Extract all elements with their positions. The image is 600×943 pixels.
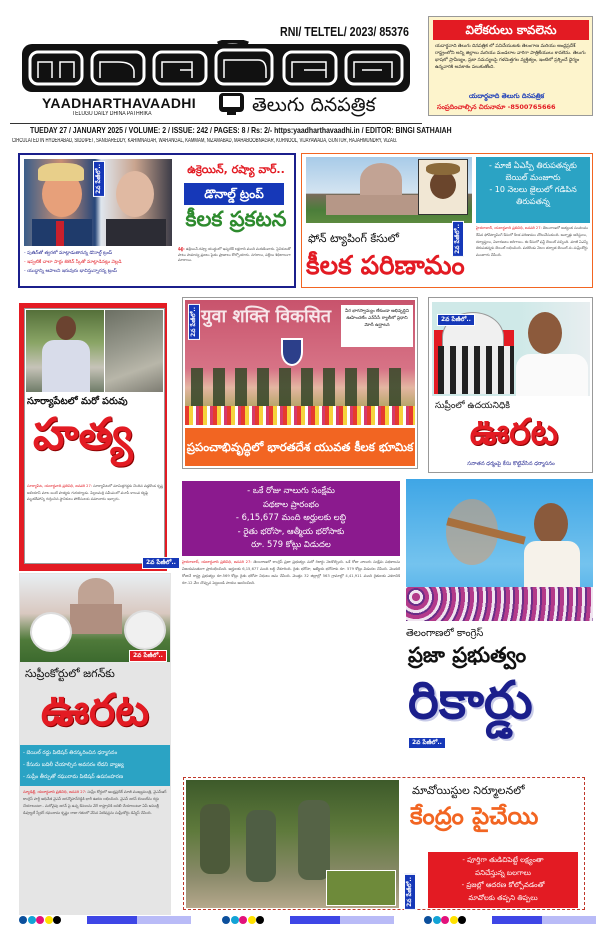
youth-caption: వీర భాగస్వామ్యం లేకుండా అభివృద్ధిని ఊహించలేం ఎన్‌సీసీ ర్యాలీలో ప్రధాని మోదీ ఉద్ఘాటన: [341, 305, 413, 347]
jagan-dateline: న్యూఢిల్లీ, యదార్థవాది ప్రతినిధి, జనవరి 27:: [23, 790, 87, 794]
trump-title-box: డొనాల్డ్ ట్రంప్: [184, 183, 284, 205]
registration-dot: [441, 916, 449, 924]
registration-dot: [28, 916, 36, 924]
continued-badge[interactable]: 2వ పేజీలో..: [188, 304, 200, 340]
trump-body: [178, 247, 294, 287]
bullet: మావోలకు తప్పని తిప్పలు: [468, 893, 538, 902]
registration-dot: [36, 916, 44, 924]
photo-victim: [26, 310, 104, 392]
maoist-bullets-box: [428, 852, 578, 908]
bullet: - బెయిల్ రద్దు పిటిషన్ తిరస్కరించిన ధర్మాసనం: [23, 750, 118, 756]
circulation: CIRCULATED IN HYDERABAD, SIDDIPET, SANGAREDDY, KARIMNAGAR, WARANGAL, KAMMAM, NIZAMABAD, MAHABOOBNAGAR, KURNOOL, VIJAYAWADA, GUNTUR, RAJAHMUNDRY, VIZAG.: [12, 138, 398, 144]
registration-bar-light: [137, 916, 191, 924]
continued-badge[interactable]: 2వ పేజీలో..: [93, 161, 105, 197]
story-udhayanidhi[interactable]: [428, 297, 593, 473]
continued-badge[interactable]: 2వ పేజీలో..: [404, 874, 416, 910]
logo-mark: [22, 40, 414, 96]
welfare-bullets-box: [182, 481, 400, 556]
story-trump-putin[interactable]: [18, 153, 296, 288]
welfare-line2: ప్రజా ప్రభుత్వం: [408, 643, 527, 667]
bullet: పనిచేస్తున్న బలగాలు: [475, 868, 531, 877]
photo-security-forces: [186, 780, 399, 908]
bullet: - ప్రజల్లో ఆదరణ కోల్పోవడంతో: [461, 881, 545, 889]
udhay-subline: సనాతన ధర్మంపై కేసు కొట్టివేసిన ధర్మాసనం: [467, 461, 555, 467]
photo-crime-scene: [105, 310, 163, 392]
registration-dot: [248, 916, 256, 924]
logo: [22, 40, 414, 96]
story-phone-tapping[interactable]: [301, 153, 593, 288]
print-registration-marks: [0, 915, 600, 927]
udhay-kicker: సుప్రీంలో ఉదయనిధికి: [435, 401, 510, 411]
ad-sign: యదార్థవాది తెలుగు దినపత్రిక: [469, 92, 545, 100]
registration-bar-dark: [87, 916, 137, 924]
tagline-english: TELUGU DAILY DHINA PATHRIKA: [72, 111, 152, 117]
murder-dateline: సూర్యాపేట, యదార్థవాది ప్రతినిధి, జనవరి 27:: [27, 484, 92, 488]
banner-hindi: युवा शक्ति विकसित: [201, 306, 332, 327]
photo-revanth-reddy: [406, 479, 593, 621]
phone-body-text: తెలంగాణలో అత్యంత సంచలనం రేపిన ఫోన్‌ట్యాపింగ్ కేసులో కీలక పరిణామం చోటుచేసుకుంది. అన్నాళ్లు అరెస్టులు, దర్యాప్తులు, విచారణలు జరిగాయి. ఈ కేసులో ఫస్ట్ బెయిల్ వచ్చింది. మాజీ ఏఎస్పీ తిరుపతన్నకు బెయిల్ లభించింది. పదకొండు నెలల తర్వాత బెయిల్ ను సుప్రీంకోర్టు మంజూరు చేసింది.: [476, 226, 589, 258]
ad-body: యదార్థవాది తెలుగు దినపత్రిక లో పనిచేయుటకు తెలంగాణ మరియు ఆంధ్రప్రదేశ్ రాష్ట్రంలోని అన్ని జిల్లాలు మరియు మండలాల వారిగా పాత్రికేయులు కావలెను. తెలుగు భాషలో ప్రావీణ్యం, ప్రజా సమస్యలపై గళమెత్తగల వ్యక్తిత్వం, ఇంటిలో ప్రశ్నించే ధైర్యం ఉన్నవారికి అవకాశం పలుకుతోంది.: [435, 44, 586, 70]
trump-kicker: ఉక్రెయిన్, రష్యా వార్..: [187, 163, 285, 176]
registration-bar-light: [542, 916, 596, 924]
bullet: - 6,15,677 మంది అర్హులకు లబ్ధి: [235, 512, 347, 523]
bullet: - రైతు భరోసా, ఆత్మీయ భరోసాకు: [237, 525, 345, 536]
story-youth-ncc[interactable]: [182, 297, 418, 469]
bullet: రూ. 579 కోట్లు విడుదల: [251, 539, 331, 550]
welfare-kicker: తెలంగాణలో కాంగ్రెస్: [406, 628, 484, 639]
registration-dot: [19, 916, 27, 924]
youth-headline: ప్రపంచాభివృద్ధిలో భారతదేశ యువత కీలక భూమిక: [185, 428, 415, 466]
welfare-body-text: తెలంగాణలో కాంగ్రెస్ ప్రజా ప్రభుత్వం మరో రికార్డు నెలకొల్పింది. ఒకే రోజు నాలుగు సంక్షేమ పథకాలను విజయవంతంగా ప్రారంభించింది. అర్హులకు 6,15,677 మంది లబ్ధి చేకూరింది. రైతు భరోసా, ఆత్మీయ భరోసాకు రూ. 579 కోట్లు విడుదల చేసింది. మొదటి రోజునే రాష్ట్ర ప్రభుత్వం రూ.569 కోట్లు రైతు భరోసా నిధులు జమ చేసింది. మొత్తం 32 జిల్లాల్లో 563 గ్రామాల్లో 4,41,911 మంది రైతులకు ఎకరానికి రూ.12 వేల చొప్పున పెట్టుబడి సాయం అందించింది.: [182, 560, 400, 586]
registration-dot: [45, 916, 53, 924]
welfare-dateline: హైదరాబాద్, యదార్థవాది ప్రతినిధి, జనవరి 27:: [182, 560, 252, 564]
jagan-kicker: సుప్రీంకోర్టులో జగన్‌కు: [25, 667, 115, 680]
bullet: - పూర్తిగా తుడిచిపెట్టే లక్ష్యంతా: [462, 856, 544, 864]
story-jagan[interactable]: [19, 573, 171, 915]
bullet: - ఇప్పటికే చాలా సార్లు జెలెన్ స్కీతో మాట్లాడినట్లు వెల్లడి: [24, 260, 122, 265]
registration-dot: [231, 916, 239, 924]
phone-body: [476, 225, 590, 285]
trump-headline: కీలక ప్రకటన: [185, 207, 287, 231]
phone-dateline: హైదరాబాద్, యదార్థవాది ప్రతినిధి, జనవరి 27:: [476, 226, 542, 230]
registration-bar-dark: [492, 916, 542, 924]
trump-bullets: [24, 249, 172, 276]
registration-dot: [222, 916, 230, 924]
murder-headline: హత్య: [33, 409, 133, 460]
story-honour-killing[interactable]: [19, 303, 176, 571]
bullet: - మాజీ ఏఎస్పీ తిరుపతన్నకు బెయిల్ మంజూరు: [489, 161, 577, 182]
registration-dot: [433, 916, 441, 924]
photo-supreme-court: [306, 157, 472, 223]
photo-jagan-court: [20, 574, 170, 662]
tagline-telugu: తెలుగు దినపత్రిక: [252, 94, 376, 116]
welfare-body: [182, 559, 400, 773]
murder-body: [27, 483, 163, 559]
rni-number: RNI/ TELTEL/ 2023/ 85376: [280, 24, 409, 39]
welfare-headline: రికార్డు: [408, 671, 533, 731]
ad-reporters-wanted[interactable]: [428, 16, 593, 116]
registration-dot: [424, 916, 432, 924]
maoist-kicker: మావోయిస్టుల నిర్మూలనలో: [412, 784, 525, 797]
maoist-headline: కేంద్రం పైచేయి: [410, 802, 539, 830]
phone-headline: కీలక పరిణామం: [306, 251, 465, 281]
bullet: - 10 నెలలు జైలులో గడిపిన తిరుపతన్న: [489, 185, 577, 206]
bullet: - యుద్ధాన్ని ఆపాలని ఇరువురు భావిస్తున్నారన్న ట్రంప్: [24, 269, 117, 274]
dateline: TUEDAY 27 / JANUARY 2025 / VOLUME: 2 / ISSUE: 242 / PAGES: 8 / Rs: 2/- https:yaadharthavaadhi.in / EDITOR: BINGI SATHAIAH: [30, 126, 452, 135]
jagan-body-text: సుప్రీం కోర్టులో ఆంధ్రప్రదేశ్ మాజీ ముఖ్యమంత్రి, వైఎస్ఆర్ కాంగ్రెస్ పార్టీ అధినేత వైఎస్ జగన్మోహన్‌రెడ్డికి భారీ ఊరట లభించింది. వైఎస్ జగన్ బెయిల్‌ను రద్దు చేయాలంటూ.. మరోవైపు జగన్ పై ఉన్న కేసులను వేరే రాష్ట్రానికి బదిలీ చేయాలంటూ ఏపీ అసెంబ్లీ డిప్యూటీ స్పీకర్ రఘురామ కృష్ణం రాజు గతంలో వేసిన పిటిషన్లను సుప్రీంకోర్టు డిస్మిస్ చేసింది.: [23, 790, 167, 815]
continued-badge[interactable]: 2వ పేజీలో..: [142, 557, 180, 569]
story-maoist[interactable]: [183, 777, 585, 910]
jagan-bullets-box: [20, 745, 170, 786]
registration-dot: [239, 916, 247, 924]
registration-dot: [450, 916, 458, 924]
udhay-headline: ఊరట: [469, 412, 559, 453]
story-welfare-record[interactable]: [182, 479, 593, 774]
continued-badge[interactable]: 2వ పేజీలో..: [452, 221, 464, 257]
bullet: - పుతిన్‌తో త్వరలో మాట్లాడుతానన్న డొనాల్డ్ ట్రంప్: [24, 251, 113, 256]
registration-bar-dark: [290, 916, 340, 924]
bullet: - సుప్రీం తీర్పుతో రఘురామ పిటిషన్ ఉపసంహరణ: [23, 774, 124, 780]
name-english: YAADHARTHAVAADHI: [42, 95, 196, 111]
murder-kicker: సూర్యాపేటలో మరో పరువు: [27, 396, 128, 407]
murder-body-text: సూర్యాపేటలో మామిళ్లగడ్డకు చెందిన వడ్లకొండ కృష్ణ అలియాస్ మాల బంటీ హత్యకు గురయ్యాడు. పిల్లలమర్రి సమీపంలో మూసీ కాలువ కట్టపై మృతదేహాన్ని గుర్తించిన స్థానికులు పోలీసులకు సమాచారం ఇచ్చారు.: [27, 484, 163, 502]
masthead-divider: [10, 123, 422, 124]
bullet: - ఒకే రోజు నాలుగు సంక్షేమ: [247, 485, 335, 495]
trump-body-text: ఉక్రెయిన్-రష్యా యుద్ధంలో ఇప్పటికే లక్షలాది మంది మరణించారు. సైనికులతో పాటు సామాన్య ప్రజలు సైతం ప్రాణాలు కోల్పోయారు. నగరాలు, పల్లెలు శిథిలాలుగా మారాయి.: [178, 247, 291, 263]
ad-title: విలేకరులు కావలెను: [433, 20, 589, 40]
computer-icon: [218, 92, 245, 116]
jagan-body: [23, 789, 167, 913]
continued-badge[interactable]: 2వ పేజీలో..: [408, 737, 446, 749]
registration-dot: [256, 916, 264, 924]
phone-kicker: ఫోన్ ట్యాపింగ్ కేసులో: [308, 232, 399, 245]
registration-bar-light: [340, 916, 394, 924]
registration-dot: [458, 916, 466, 924]
ad-contact: సంప్రదించాల్సిన చిరునామా -8500765666: [437, 103, 556, 111]
continued-badge[interactable]: 2వ పేజీలో..: [129, 650, 167, 662]
jagan-headline: ఊరట: [40, 685, 150, 736]
registration-dot: [53, 916, 61, 924]
trump-dateline: ఢిల్లీ:: [178, 247, 185, 251]
bullet: పథకాల ప్రారంభం: [262, 498, 320, 509]
phone-bullets-box: [476, 157, 590, 223]
bullet: - కేసును బదిలీ చేయాల్సిన అవసరం లేదని వ్యాఖ్య: [23, 762, 124, 768]
continued-badge[interactable]: 2వ పేజీలో..: [437, 314, 475, 326]
